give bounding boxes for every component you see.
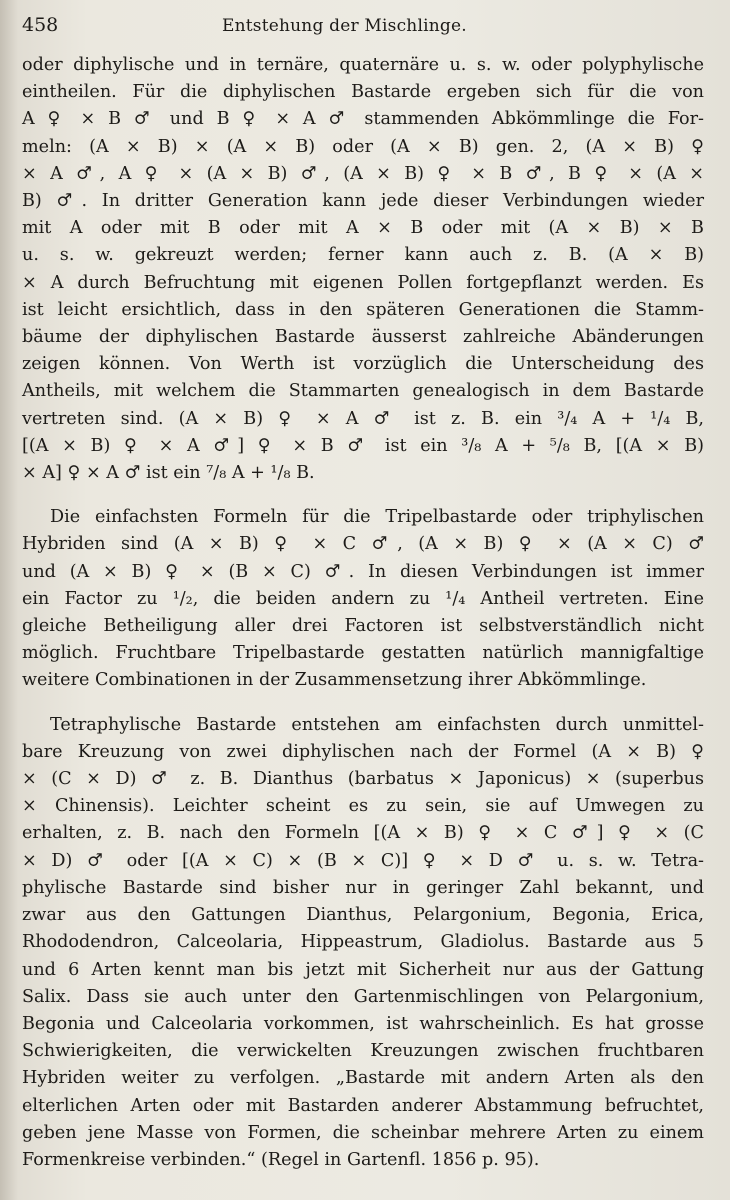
text-line: Schwierigkeiten, die verwickelten Kreuzungen zwischen fruchtbaren [22, 1041, 704, 1062]
text-line: weitere Combinationen in der Zusammensetzung ihrer Abkömmlinge. [22, 670, 647, 691]
text-line: elterlichen Arten oder mit Bastarden anderer Abstammung befruchtet, [22, 1095, 704, 1116]
text-line: ist leicht ersichtlich, dass in den späteren Generationen die Stamm- [22, 299, 704, 320]
text-line: oder diphylische und in ternäre, quaternäre u. s. w. oder polyphylische [22, 55, 704, 75]
text-line: phylische Bastarde sind bisher nur in geringer Zahl bekannt, und [22, 877, 704, 898]
page-gutter-shadow [0, 0, 18, 1200]
text-line: Tetraphylische Bastarde entstehen am einfachsten durch unmittel- [50, 714, 704, 735]
text-line: zeigen können. Von Werth ist vorzüglich die Unterscheidung des [22, 354, 704, 375]
text-line: × Chinensis). Leichter scheint es zu sein, sie auf Umwegen zu [22, 796, 704, 817]
text-line: u. s. w. gekreuzt werden; ferner kann auch z. B. (A × B) [22, 245, 704, 266]
text-line: eintheilen. Für die diphylischen Bastarde ergeben sich für die von [22, 82, 704, 103]
text-line: Die einfachsten Formeln für die Tripelbastarde oder triphylischen [50, 507, 704, 528]
text-line: und (A × B) ♀ × (B × C) ♂. In diesen Verbindungen ist immer [22, 561, 704, 582]
text-line: erhalten, z. B. nach den Formeln [(A × B) ♀ × C ♂] ♀ × (C [22, 823, 704, 844]
text-line: bäume der diphylischen Bastarde äusserst zahlreiche Abänderungen [22, 327, 704, 348]
text-line: Antheils, mit welchem die Stammarten genealogisch in dem Bastarde [22, 381, 704, 402]
text-line: Begonia und Calceolaria vorkommen, ist wahrscheinlich. Es hat grosse [22, 1013, 704, 1034]
page-number: 458 [22, 14, 59, 36]
text-line: × A durch Befruchtung mit eigenen Pollen fortgepflanzt werden. Es [22, 272, 704, 293]
text-line: Salix. Dass sie auch unter den Gartenmischlingen von Pelargonium, [22, 986, 704, 1007]
text-line: × D) ♂ oder [(A × C) × (B × C)] ♀ × D ♂ u. s. w. Tetra- [22, 850, 704, 871]
text-line: und 6 Arten kennt man bis jetzt mit Sicherheit nur aus der Gattung [22, 959, 704, 980]
text-line: Hybriden weiter zu verfolgen. „Bastarde mit andern Arten als den [22, 1068, 704, 1089]
text-line: Rhododendron, Calceolaria, Hippeastrum, Gladiolus. Bastarde aus 5 [22, 932, 704, 953]
text-line: bare Kreuzung von zwei diphylischen nach der Formel (A × B) ♀ [22, 741, 704, 762]
text-line: × (C × D) ♂ z. B. Dianthus (barbatus × Japonicus) × (superbus [22, 769, 704, 790]
text-line: B) ♂. In dritter Generation kann jede dieser Verbindungen wieder [22, 191, 704, 212]
text-line: gleiche Betheiligung aller drei Factoren ist selbstverständlich nicht [22, 616, 704, 637]
text-line: Formenkreise verbinden.“ (Regel in Gartenfl. 1856 p. 95). [22, 1149, 540, 1170]
text-line: ein Factor zu ¹/₂, die beiden andern zu ¹/₄ Antheil vertreten. Eine [22, 588, 704, 609]
paragraph-2 [22, 504, 704, 694]
paragraph-3 [22, 712, 704, 1174]
text-line: geben jene Masse von Formen, die scheinbar mehrere Arten zu einem [22, 1122, 704, 1143]
running-head: Entstehung der Mischlinge. [222, 16, 467, 36]
text-line: × A] ♀ × A ♂ ist ein ⁷/₈ A + ¹/₈ B. [22, 463, 315, 484]
body-text [22, 52, 704, 1174]
text-line: mit A oder mit B oder mit A × B oder mit (A × B) × B [22, 218, 704, 239]
paragraph-1 [22, 52, 704, 487]
text-line: vertreten sind. (A × B) ♀ × A ♂ ist z. B. ein ³/₄ A + ¹/₄ B, [22, 408, 704, 429]
text-line: zwar aus den Gattungen Dianthus, Pelargonium, Begonia, Erica, [22, 905, 704, 926]
text-line: × A ♂, A ♀ × (A × B) ♂, (A × B) ♀ × B ♂, B ♀ × (A × [22, 163, 704, 184]
text-line: [(A × B) ♀ × A ♂] ♀ × B ♂ ist ein ³/₈ A + ⁵/₈ B, [(A × B) [22, 435, 704, 456]
text-line: Hybriden sind (A × B) ♀ × C ♂, (A × B) ♀ × (A × C) ♂ [22, 534, 704, 555]
text-line: möglich. Fruchtbare Tripelbastarde gestatten natürlich mannigfaltige [22, 643, 704, 664]
text-line: A ♀ × B ♂ und B ♀ × A ♂ stammenden Abkömmlinge die For- [22, 109, 704, 130]
text-line: meln: (A × B) × (A × B) oder (A × B) gen. 2, (A × B) ♀ [22, 136, 704, 157]
page-header [22, 14, 704, 52]
